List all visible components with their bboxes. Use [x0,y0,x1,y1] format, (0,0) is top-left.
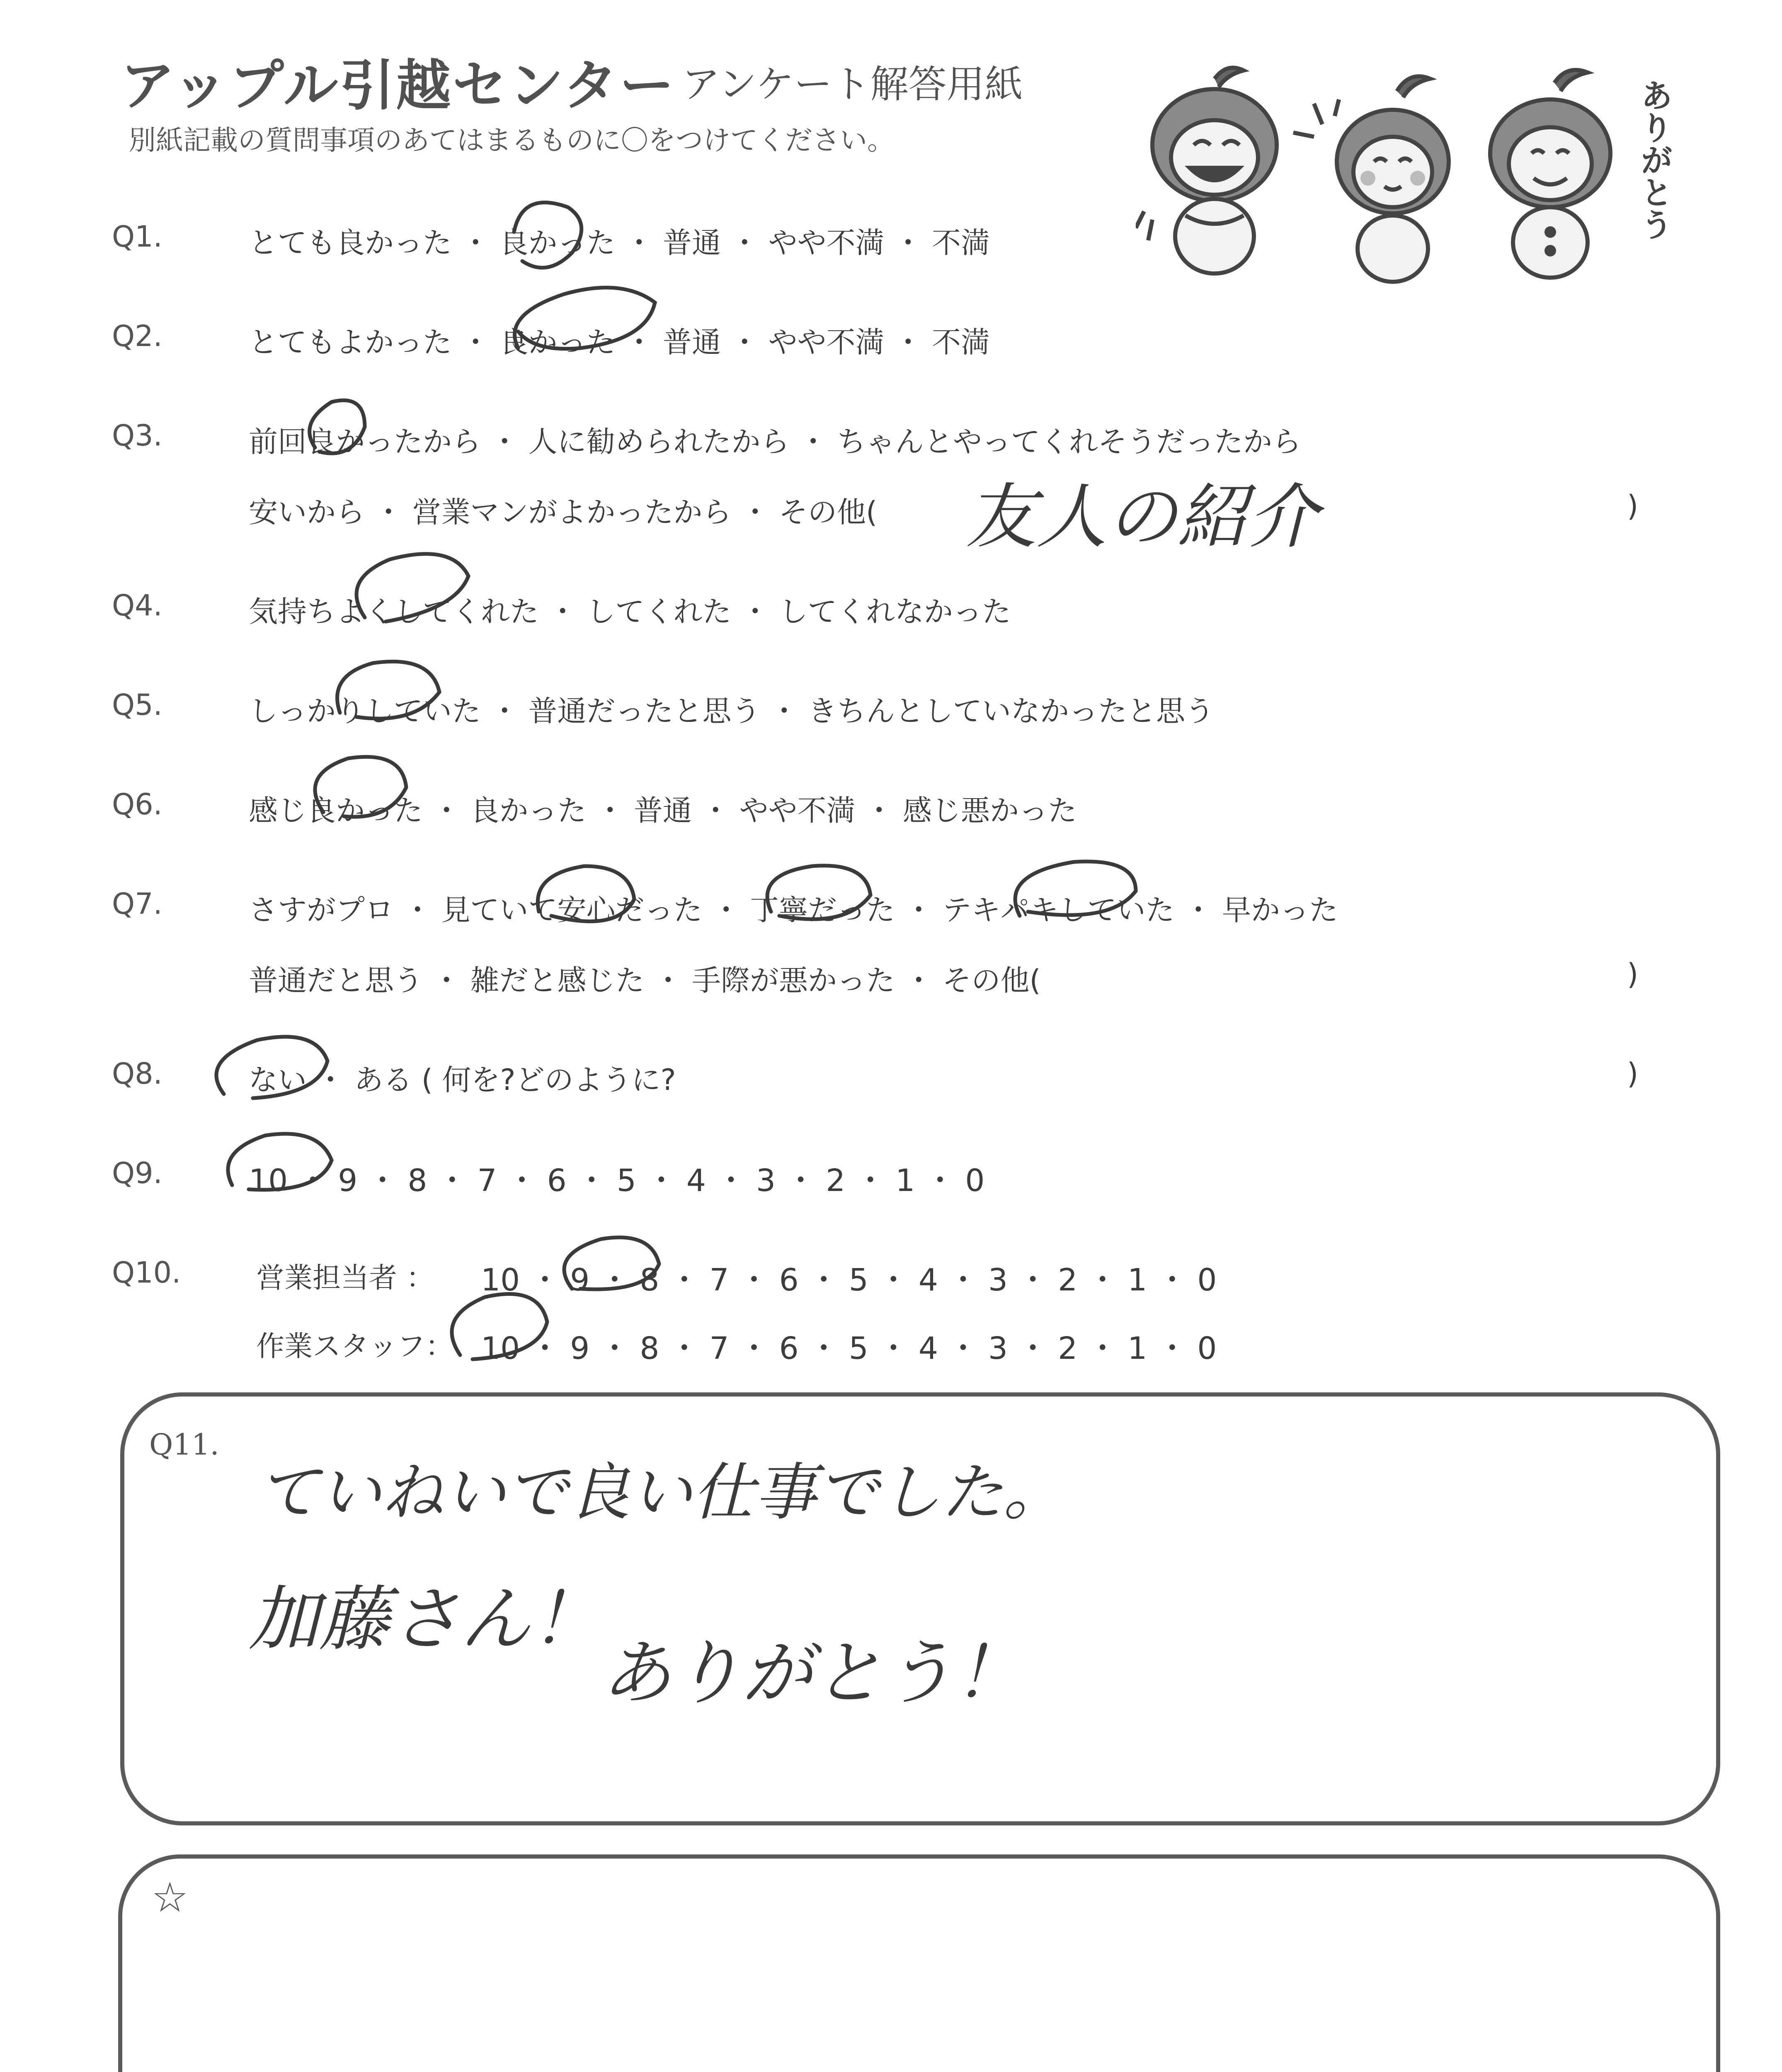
q3-label: Q3. [112,419,162,453]
q10-staff-label: 作業スタッフ： [256,1330,454,1363]
q11-handwritten-line3: ありがとう！ [601,1632,1024,1714]
q10-staff-circle-mark [452,1294,547,1360]
q8-options: ない ・ ある ( 何を?どのように? [249,1063,676,1097]
q3-options-line1: 前回良かったから ・ 人に勧められたから ・ ちゃんとやってくれそうだったから [249,425,1302,459]
q10-staff-scale: 10 ・ 9 ・ 8 ・ 7 ・ 6 ・ 5 ・ 4 ・ 3 ・ 2 ・ 1 ・ 0 [481,1331,1217,1366]
q9-circle-mark [228,1134,332,1190]
q3-other-answer: 友人の紹介 [966,476,1319,558]
q7-options-line1: さすがプロ ・ 見ていて安心だった ・ 丁寧だった ・ テキパキしていた ・ 早かった [249,893,1338,927]
instructions-text: 別紙記載の質問事項のあてはまるものに〇をつけてください。 [128,124,895,156]
q6-circle-mark [315,757,406,817]
q7-options-line2: 普通だと思う ・ 雑だと感じた ・ 手際が悪かった ・ その他( [249,963,1041,997]
q10-sales-scale: 10 ・ 9 ・ 8 ・ 7 ・ 6 ・ 5 ・ 4 ・ 3 ・ 2 ・ 1 ・ 0 [481,1262,1217,1298]
q5-label: Q5. [112,688,162,722]
q2-options: とてもよかった ・ 良かった ・ 普通 ・ やや不満 ・ 不満 [249,325,990,359]
q7-circle-mark-3 [1015,862,1136,916]
q6-label: Q6. [112,787,162,821]
q11-label: Q11. [149,1428,219,1462]
q10-sales-label: 営業担当者 ： [256,1262,434,1295]
q6-options: 感じ良かった ・ 良かった ・ 普通 ・ やや不満 ・ 感じ悪かった [249,794,1077,828]
q7-circle-mark-1 [538,866,634,921]
q4-label: Q4. [112,588,162,622]
q9-label: Q9. [112,1156,162,1190]
q5-circle-mark [337,661,439,719]
q3-circle-mark [310,400,365,453]
brand-title: アップル引越センター [120,54,676,118]
q2-circle-mark [515,288,655,349]
q1-options: とても良かった ・ 良かった ・ 普通 ・ やや不満 ・ 不満 [249,226,990,260]
q2-label: Q2. [112,319,162,353]
q8-label: Q8. [112,1057,162,1091]
q5-options: しっかりしていた ・ 普通だったと思う ・ きちんとしていなかったと思う [249,694,1215,728]
q7-label: Q7. [112,887,162,921]
q4-circle-mark [356,554,468,622]
q1-circle-mark [514,203,582,268]
q8-close-paren: ) [1627,1057,1639,1091]
q3-close-paren: ) [1627,489,1639,523]
q1-label: Q1. [112,220,162,254]
q9-scale: 10 ・ 9 ・ 8 ・ 7 ・ 6 ・ 5 ・ 4 ・ 3 ・ 2 ・ 1 ・ 0 [249,1163,985,1198]
q7-close-paren: ) [1627,957,1639,991]
q11-handwritten-line2: 加藤さん！ [249,1578,601,1661]
q7-circle-mark-2 [767,866,870,919]
q8-circle-mark [216,1037,327,1098]
mascot-banner-text: ありがとう [1635,79,1673,240]
q10-label: Q10. [112,1256,181,1290]
q3-options-line2: 安いから ・ 営業マンがよかったから ・ その他( [249,495,878,529]
q10-sales-circle-mark [564,1237,659,1289]
star-icon: ☆ [151,1873,189,1922]
q11-handwritten-line1: ていねいで良い仕事でした。 [257,1457,1066,1529]
sheet-subtitle: アンケート解答用紙 [682,62,1023,107]
q4-options: 気持ちよくしてくれた ・ してくれた ・ してくれなかった [249,595,1011,629]
